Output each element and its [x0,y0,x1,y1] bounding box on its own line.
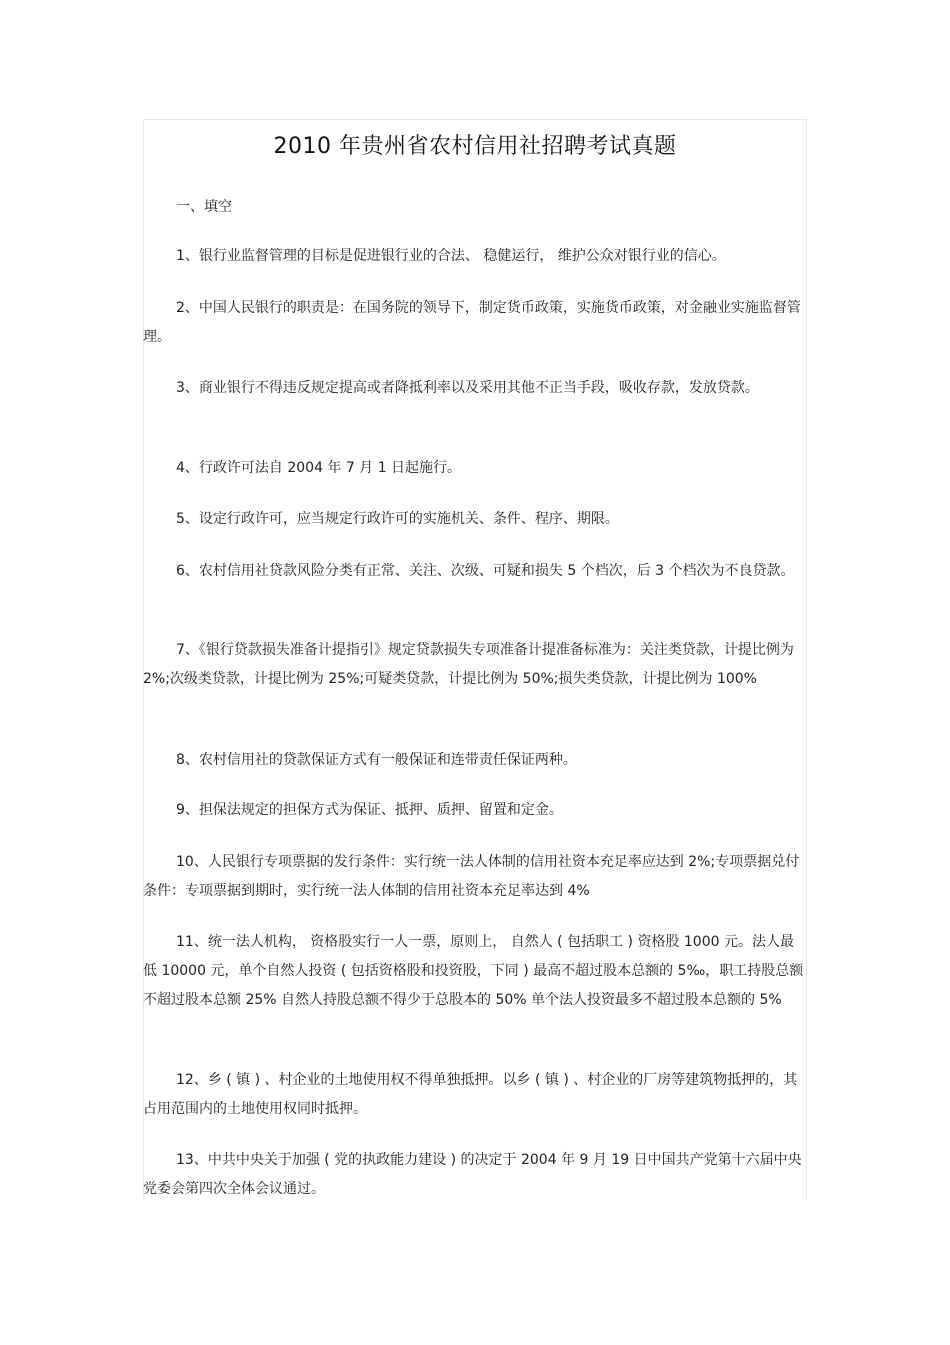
item-6: 6、农村信用社贷款风险分类有正常、关注、次级、可疑和损失 5 个档次，后 3 个档次为不良贷款。 [176,563,795,579]
item-2: 2、中国人民银行的职责是：在国务院的领导下，制定货币政策，实施货币政策，对金融业实施监督管理。 [143,300,801,345]
item-13: 13、中共中央关于加强 ( 党的执政能力建设 ) 的决定于 2004 年 9 月 19 日中国共产党第十六届中央党委会第四次全体会议通过。 [143,1152,802,1197]
item-8: 8、农村信用社的贷款保证方式有一般保证和连带责任保证两种。 [176,752,577,768]
item-3: 3、商业银行不得违反规定提高或者降抵利率以及采用其他不正当手段，吸收存款，发放贷款。 [176,380,759,396]
item-9: 9、担保法规定的担保方式为保证、抵押、质押、留置和定金。 [176,802,563,818]
item-7: 7、《银行贷款损失准备计提指引》规定贷款损失专项准备计提准备标准为：关注类贷款，计提比例为 2%;次级类贷款，计提比例为 25%;可疑类贷款，计提比例为 50%;损失类贷款，计提比例为 100% [143,642,794,687]
item-11: 11、统一法人机构， 资格股实行一人一票，原则上， 自然人 ( 包括职工 ) 资格股 1000 元。法人最低 10000 元，单个自然人投资 ( 包括资格股和投资股，下同 ) 最高不超过股本总额的 5‰，职工持股总额不超过股本总额 25% 自然人持股总额不得少于总股本的 50% 单个法人投资最多不超过股本总额的 5% [143,934,804,1008]
item-4: 4、行政许可法自 2004 年 7 月 1 日起施行。 [176,460,462,476]
section-heading: 一、填空 [176,199,232,215]
item-10: 10、人民银行专项票据的发行条件：实行统一法人体制的信用社资本充足率应达到 2%;专项票据兑付条件：专项票据到期时，实行统一法人体制的信用社资本充足率达到 4% [143,854,800,899]
item-5: 5、设定行政许可，应当规定行政许可的实施机关、条件、程序、期限。 [176,511,619,527]
document-title: 2010 年贵州省农村信用社招聘考试真题 [273,134,677,159]
item-12: 12、乡 ( 镇 ) 、村企业的土地使用权不得单独抵押。以乡 ( 镇 ) 、村企业的厂房等建筑物抵押的，其占用范围内的土地使用权同时抵押。 [143,1072,798,1117]
item-1: 1、银行业监督管理的目标是促进银行业的合法、 稳健运行， 维护公众对银行业的信心。 [176,248,726,264]
